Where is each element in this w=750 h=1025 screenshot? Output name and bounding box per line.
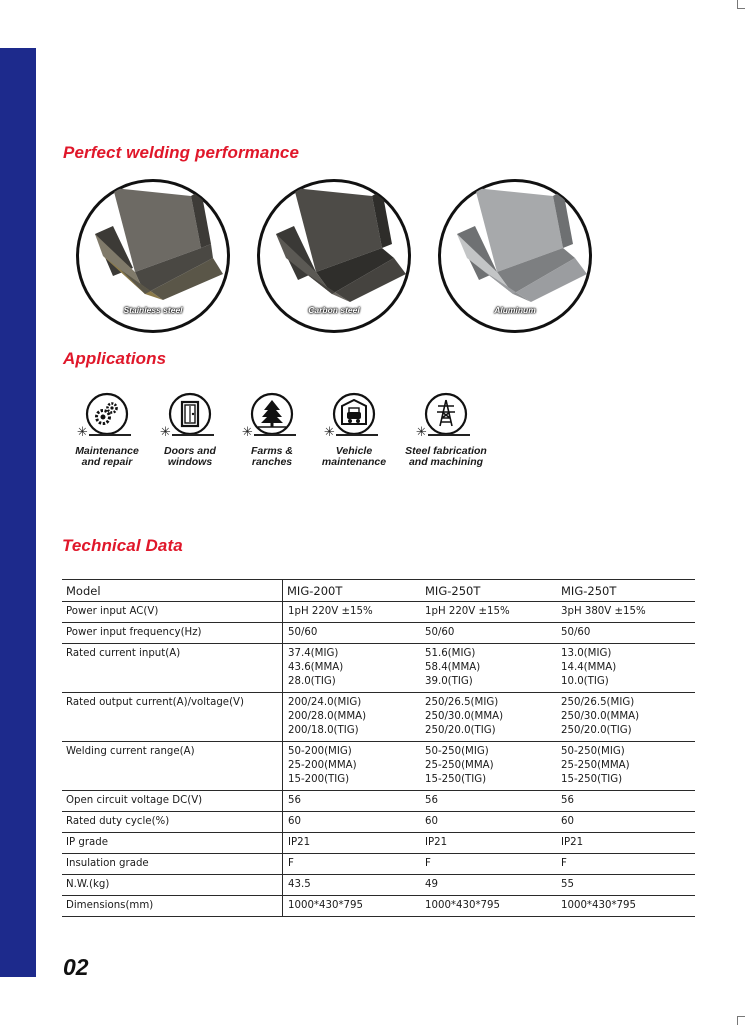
spec-value-cell: 50/60 [557, 623, 695, 644]
table-row [62, 812, 695, 833]
door-icon [168, 392, 212, 436]
applications-list [62, 392, 512, 472]
app-divider [254, 434, 296, 436]
weld-sample-label: Stainless steel [123, 305, 183, 315]
table-header-row [62, 580, 695, 602]
app-divider [89, 434, 131, 436]
table-row [62, 742, 695, 791]
weld-sample [254, 176, 414, 336]
weld-sample-label: Carbon steel [308, 305, 360, 315]
application-item [398, 392, 494, 468]
spec-value-cell: 1000*430*795 [283, 896, 422, 917]
spec-label-cell: Welding current range(A) [62, 742, 283, 791]
spec-value-cell: 56 [421, 791, 557, 812]
tower-icon [424, 392, 468, 436]
spec-value-cell: 1pH 220V ±15% [283, 602, 422, 623]
spec-label-cell: Rated current input(A) [62, 644, 283, 693]
spec-value-cell: 60 [283, 812, 422, 833]
spec-value-cell: 3pH 380V ±15% [557, 602, 695, 623]
table-row [62, 833, 695, 854]
spec-label-cell: Rated duty cycle(%) [62, 812, 283, 833]
app-divider [428, 434, 470, 436]
spec-value-cell: 50-250(MIG) 25-250(MMA) 15-250(TIG) [421, 742, 557, 791]
spec-value-cell: 37.4(MIG) 43.6(MMA) 28.0(TIG) [283, 644, 422, 693]
sparkle-icon: ✳ [324, 424, 335, 439]
app-divider [172, 434, 214, 436]
spec-value-cell: 56 [283, 791, 422, 812]
sparkle-icon: ✳ [416, 424, 427, 439]
spec-label-cell: IP grade [62, 833, 283, 854]
spec-value-cell: 1000*430*795 [421, 896, 557, 917]
spec-value-cell: 250/26.5(MIG) 250/30.0(MMA) 250/20.0(TIG) [421, 693, 557, 742]
sparkle-icon: ✳ [242, 424, 253, 439]
application-label: Doors and windows [164, 445, 216, 468]
application-label: Steel fabrication and machining [405, 445, 487, 468]
page-number: 02 [63, 954, 89, 980]
weld-sample [435, 176, 595, 336]
spec-value-cell: 50-250(MIG) 25-250(MMA) 15-250(TIG) [557, 742, 695, 791]
table-row [62, 875, 695, 896]
spec-value-cell: 200/24.0(MIG) 200/28.0(MMA) 200/18.0(TIG) [283, 693, 422, 742]
applications-title: Applications [63, 349, 167, 368]
spec-value-cell: IP21 [421, 833, 557, 854]
crop-mark [737, 8, 745, 9]
app-divider [336, 434, 378, 436]
crop-mark [737, 1016, 745, 1017]
tree-icon [250, 392, 294, 436]
spec-value-cell: 50-200(MIG) 25-200(MMA) 15-200(TIG) [283, 742, 422, 791]
spec-value-cell: 250/26.5(MIG) 250/30.0(MMA) 250/20.0(TIG) [557, 693, 695, 742]
sparkle-icon: ✳ [77, 424, 88, 439]
spec-value-cell: 50/60 [283, 623, 422, 644]
weld-sample [73, 176, 233, 336]
spec-value-cell: 60 [557, 812, 695, 833]
table-row [62, 693, 695, 742]
technical-data-table [62, 579, 695, 917]
table-row [62, 623, 695, 644]
spec-label-cell: Insulation grade [62, 854, 283, 875]
application-label: Farms & ranches [250, 445, 293, 468]
spec-value-cell: F [421, 854, 557, 875]
side-color-bar [0, 48, 36, 977]
table-row [62, 602, 695, 623]
spec-value-cell: F [557, 854, 695, 875]
spec-label-cell: Power input frequency(Hz) [62, 623, 283, 644]
spec-value-cell: 56 [557, 791, 695, 812]
application-item [59, 392, 155, 468]
table-row [62, 854, 695, 875]
table-header-cell: MIG-250T [421, 580, 557, 602]
table-row [62, 896, 695, 917]
application-item [306, 392, 402, 468]
table-header-cell: MIG-250T [557, 580, 695, 602]
spec-label-cell: Dimensions(mm) [62, 896, 283, 917]
spec-value-cell: 51.6(MIG) 58.4(MMA) 39.0(TIG) [421, 644, 557, 693]
application-label: Vehicle maintenance [321, 445, 387, 468]
application-label: Maintenance and repair [75, 445, 139, 468]
spec-label-cell: Power input AC(V) [62, 602, 283, 623]
spec-value-cell: 43.5 [283, 875, 422, 896]
table-row [62, 644, 695, 693]
sparkle-icon: ✳ [160, 424, 171, 439]
spec-value-cell: 55 [557, 875, 695, 896]
performance-title: Perfect welding performance [63, 143, 300, 162]
spec-label-cell: Open circuit voltage DC(V) [62, 791, 283, 812]
weld-sample-gallery [73, 176, 593, 336]
spec-label-cell: Rated output current(A)/voltage(V) [62, 693, 283, 742]
spec-value-cell: IP21 [557, 833, 695, 854]
technical-title: Technical Data [62, 536, 183, 555]
vehicle-icon [332, 392, 376, 436]
spec-value-cell: 60 [421, 812, 557, 833]
table-header-cell: Model [62, 580, 283, 602]
crop-mark [737, 1017, 738, 1025]
spec-value-cell: 49 [421, 875, 557, 896]
spec-value-cell: F [283, 854, 422, 875]
crop-mark [737, 0, 738, 8]
spec-value-cell: 1pH 220V ±15% [421, 602, 557, 623]
spec-label-cell: N.W.(kg) [62, 875, 283, 896]
gears-icon [85, 392, 129, 436]
spec-value-cell: 50/60 [421, 623, 557, 644]
table-header-cell: MIG-200T [283, 580, 422, 602]
spec-value-cell: 13.0(MIG) 14.4(MMA) 10.0(TIG) [557, 644, 695, 693]
table-row [62, 791, 695, 812]
spec-value-cell: 1000*430*795 [557, 896, 695, 917]
weld-sample-label: Aluminum [494, 305, 536, 315]
spec-value-cell: IP21 [283, 833, 422, 854]
